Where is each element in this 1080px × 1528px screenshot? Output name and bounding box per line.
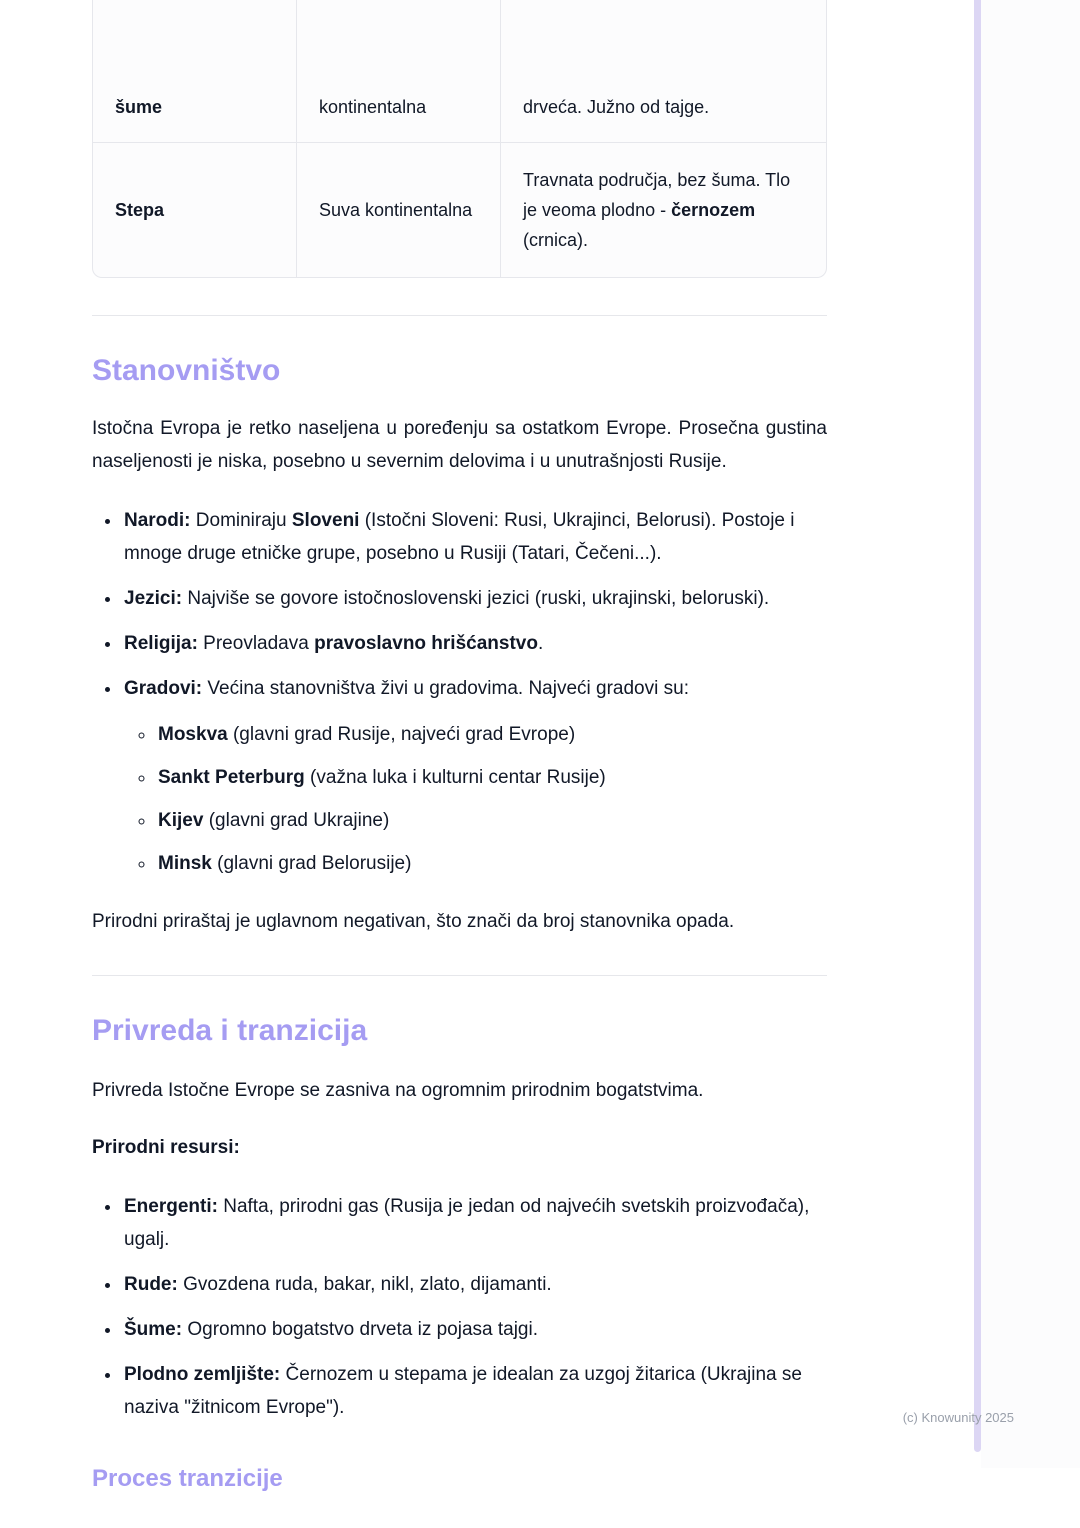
table-row-stepa <box>92 143 827 278</box>
list-item-gradovi <box>122 672 827 880</box>
watermark-text: (c) Knowunity 2025 <box>902 1410 1014 1425</box>
section-divider <box>92 975 827 976</box>
population-outro-paragraph: Prirodni priraštaj je uglavnom negativan, što znači da broj stanovnika opada. <box>92 911 735 932</box>
table-cell-description: drveća. Južno od tajge. <box>501 0 827 143</box>
list-item-jezici: • Jezici: Najviše se govore istočnoslovenski jezici (ruski, ukrajinski, beloruski). <box>122 582 827 615</box>
table-cell-climate: kontinentalna <box>297 0 501 143</box>
page-right-gutter <box>981 0 1080 1468</box>
table-cell-region-name: Stepa <box>92 143 297 278</box>
list-item-kijev: ◦ Kijev (glavni grad Ukrajine) <box>156 804 827 837</box>
section-divider <box>92 315 827 316</box>
climate-table-wrapper <box>92 0 827 278</box>
table-cell-description: Travnata područja, bez šuma. Tlo je veoma plodno - černozem (crnica). <box>501 143 827 278</box>
list-item-gradovi-text: Gradovi: Većina stanovništva živi u gradovima. Najveći gradovi su: <box>124 678 689 699</box>
population-bullet-list <box>92 504 827 880</box>
economy-bullet-list <box>92 1190 827 1424</box>
scrollbar-track[interactable] <box>974 0 981 1452</box>
climate-table <box>92 0 827 278</box>
list-item-minsk: ◦ Minsk (glavni grad Belorusije) <box>156 847 827 880</box>
resources-label: Prirodni resursi: <box>92 1137 240 1158</box>
economy-intro-paragraph: Privreda Istočne Evrope se zasniva na ogromnim prirodnim bogatstvima. <box>92 1080 704 1101</box>
list-item-rude: • Rude: Gvozdena ruda, bakar, nikl, zlato, dijamanti. <box>122 1268 827 1301</box>
list-item-sankt-peterburg: ◦ Sankt Peterburg (važna luka i kulturni centar Rusije) <box>156 761 827 794</box>
list-item-sume: • Šume: Ogromno bogatstvo drveta iz pojasa tajgi. <box>122 1313 827 1346</box>
population-intro-paragraph: Istočna Evropa je retko naseljena u poređenju sa ostatkom Evrope. Prosečna gustina naseljenosti je niska, posebno u severnim delovima i u unutrašnjosti Rusije. <box>92 418 827 472</box>
section-heading-economy: Privreda i tranzicija <box>92 1014 368 1047</box>
section-heading-population: Stanovništvo <box>92 354 281 387</box>
list-item-religija: • Religija: Preovladava pravoslavno hrišćanstvo. <box>122 627 827 660</box>
list-item-plodno-zemljiste: • Plodno zemljište: Černozem u stepama je idealan za uzgoj žitarica (Ukrajina se naziva "žitnicom Evrope"). <box>122 1358 827 1424</box>
list-item-energenti: • Energenti: Nafta, prirodni gas (Rusija je jedan od najvećih svetskih proizvođača), ugalj. <box>122 1190 827 1256</box>
table-row-sume <box>92 0 827 143</box>
table-cell-region-name: šume <box>92 0 297 143</box>
document-page <box>92 0 827 1494</box>
list-item-narodi: • Narodi: Dominiraju Sloveni (Istočni Sloveni: Rusi, Ukrajinci, Belorusi). Postoje i mnoge druge etničke grupe, posebno u Rusiji (Tatari, Čečeni...). <box>122 504 827 570</box>
cities-sublist <box>124 718 827 880</box>
list-item-moskva: ◦ Moskva (glavni grad Rusije, najveći grad Evrope) <box>156 718 827 751</box>
table-cell-climate: Suva kontinentalna <box>297 143 501 278</box>
subsection-heading-tranzicija: Proces tranzicije <box>92 1465 283 1492</box>
